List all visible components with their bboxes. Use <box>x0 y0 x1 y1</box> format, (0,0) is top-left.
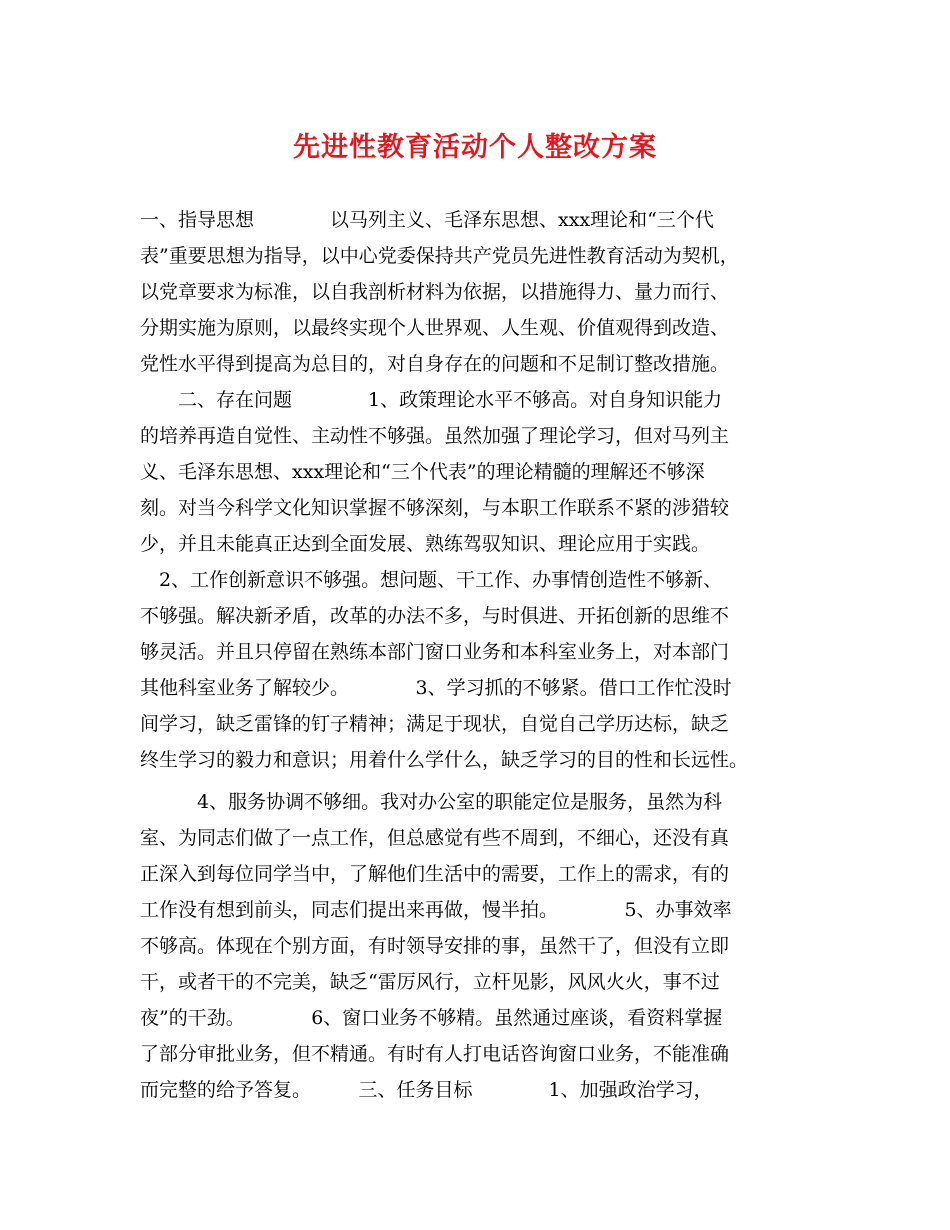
body-line: 夜”的干劲。 6、窗口业务不够精。虽然通过座谈，看资料掌握 <box>140 1007 723 1029</box>
body-line: 终生学习的毅力和意识；用着什么学什么，缺乏学习的目的性和长远性。 <box>140 749 749 771</box>
body-line: 刻。对当今科学文化知识掌握不够深刻，与本职工作联系不紧的涉猎较 <box>140 497 730 519</box>
body-line: 间学习，缺乏雷锋的钉子精神；满足于现状，自觉自己学历达标，缺乏 <box>140 713 730 735</box>
body-line: 干，或者干的不完美，缺乏“雷厉风行，立杆见影，风风火火，事不过 <box>140 971 720 993</box>
body-line: 4、服务协调不够细。我对办公室的职能定位是服务，虽然为科 <box>140 791 723 813</box>
body-line: 其他科室业务了解较少。 3、学习抓的不够紧。借口工作忙没时 <box>140 677 732 699</box>
body-line: 分期实施为原则，以最终实现个人世界观、人生观、价值观得到改造、 <box>140 317 730 339</box>
body-line: 够灵活。并且只停留在熟练本部门窗口业务和本科室业务上，对本部门 <box>140 641 730 663</box>
body-line: 义、毛泽东思想、xxx理论和“三个代表”的理论精髓的理解还不够深 <box>140 461 705 483</box>
body-line: 二、存在问题 1、政策理论水平不够高。对自身知识能力 <box>140 389 723 411</box>
body-line: 室、为同志们做了一点工作，但总感觉有些不周到，不细心，还没有真 <box>140 827 730 849</box>
body-line: 了部分审批业务，但不精通。有时有人打电话咨询窗口业务，不能准确 <box>140 1043 730 1065</box>
body-line: 少，并且未能真正达到全面发展、熟练驾驭知识、理论应用于实践。 <box>140 533 711 555</box>
body-line: 正深入到每位同学当中，了解他们生活中的需要，工作上的需求，有的 <box>140 863 730 885</box>
document-title: 先进性教育活动个人整改方案 <box>293 132 657 163</box>
body-line: 党性水平得到提高为总目的，对自身存在的问题和不足制订整改措施。 <box>140 353 730 375</box>
body-line: 工作没有想到前头，同志们提出来再做，慢半拍。 5、办事效率 <box>140 899 732 921</box>
body-line: 不够强。解决新矛盾，改革的办法不多，与时俱进、开拓创新的思维不 <box>140 605 730 627</box>
body-line: 一、指导思想 以马列主义、毛泽东思想、xxx理论和“三个代 <box>140 209 714 231</box>
body-line: 的培养再造自觉性、主动性不够强。虽然加强了理论学习，但对马列主 <box>140 425 730 447</box>
body-line: 而完整的给予答复。 三、任务目标 1、加强政治学习， <box>140 1079 713 1101</box>
body-line: 不够高。体现在个别方面，有时领导安排的事，虽然干了，但没有立即 <box>140 935 730 957</box>
body-line: 以党章要求为标准，以自我剖析材料为依据，以措施得力、量力而行、 <box>140 281 730 303</box>
body-line: 2、工作创新意识不够强。想问题、干工作、办事情创造性不够新、 <box>140 569 723 591</box>
body-line: 表”重要思想为指导，以中心党委保持共产党员先进性教育活动为契机， <box>140 245 739 267</box>
